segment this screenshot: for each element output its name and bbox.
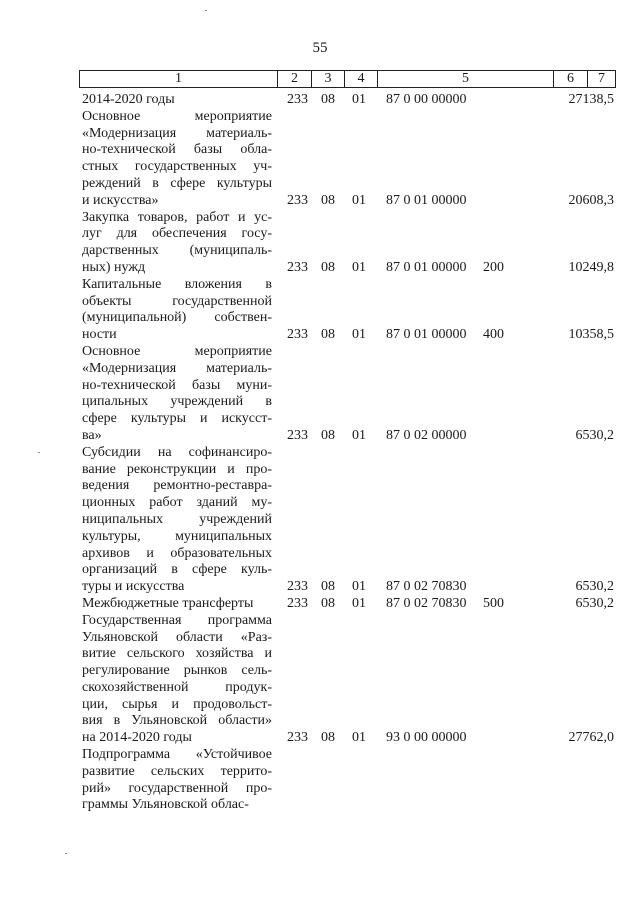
section-code: 08: [321, 259, 335, 275]
amount: 27138,5: [568, 92, 614, 107]
description-line: ва»: [82, 427, 102, 443]
amount: 20608,3: [568, 192, 614, 208]
subsection-code: 01: [352, 579, 366, 595]
scan-speck: [38, 452, 40, 453]
section-code: 08: [321, 192, 335, 208]
header-col-6: 6: [554, 71, 588, 87]
row-codes: [0, 730, 640, 747]
row-codes: [0, 428, 640, 445]
header-col-7: 7: [598, 71, 605, 86]
table-row: [0, 747, 640, 814]
description-line: организаций в сфере куль-: [82, 562, 272, 578]
header-col-3: 3: [312, 71, 345, 87]
amount: 10249,8: [568, 259, 614, 275]
description-line: Ульяновской области «Раз-: [82, 629, 272, 645]
description-line: Подпрограмма «Устойчивое: [82, 747, 272, 763]
admin-code: 233: [287, 192, 308, 208]
description-line: «Модернизация материаль-: [82, 125, 272, 141]
description-line: дарственных (муниципаль-: [82, 243, 272, 259]
description-line: на 2014-2020 годы: [82, 730, 192, 746]
row-codes: [0, 327, 640, 344]
target-article-code: 93 0 00 00000: [386, 730, 467, 746]
admin-code: 233: [287, 579, 308, 595]
admin-code: 233: [287, 730, 308, 746]
description-line: развитие сельских террито-: [82, 763, 272, 779]
table-row: [0, 613, 640, 747]
description-line: ции, сырья и продовольст-: [82, 696, 272, 712]
section-code: 08: [321, 92, 335, 107]
description-line: реждений в сфере культуры: [82, 175, 272, 191]
row-codes: [0, 193, 640, 210]
description-line: 2014-2020 годы: [82, 92, 175, 107]
table-row: [0, 210, 640, 277]
row-codes: [0, 579, 640, 596]
description-line: ных) нужд: [82, 259, 146, 275]
description-line: Государственная программа: [82, 612, 272, 628]
amount: 6530,2: [575, 579, 614, 595]
table-row: [0, 344, 640, 445]
subsection-code: 01: [352, 595, 366, 611]
admin-code: 233: [287, 595, 308, 611]
description-line: Основное мероприятие: [82, 108, 272, 124]
amount: 6530,2: [575, 427, 614, 443]
description-line: (муниципальной) собствен-: [82, 310, 272, 326]
amount: 6530,2: [575, 595, 614, 611]
header-col-4: 4: [345, 71, 378, 87]
target-article-code: 87 0 01 00000: [386, 327, 467, 343]
table-row: [0, 445, 640, 596]
description-line: луг для обеспечения госу-: [82, 226, 272, 242]
description-line: граммы Ульяновской облас-: [82, 797, 249, 813]
row-description: [82, 445, 272, 596]
description-line: стных государственных уч-: [82, 159, 272, 175]
subsection-code: 01: [352, 427, 366, 443]
target-article-code: 87 0 02 70830: [386, 579, 467, 595]
expense-type-code: 200: [483, 259, 504, 275]
description-line: туры и искусства: [82, 579, 185, 595]
description-line: ципальных учреждений в: [82, 394, 272, 410]
section-code: 08: [321, 579, 335, 595]
section-code: 08: [321, 427, 335, 443]
description-line: Межбюджетные трансферты: [82, 595, 254, 611]
description-line: ционных работ зданий му-: [82, 495, 272, 511]
amount: 27762,0: [568, 730, 614, 746]
section-code: 08: [321, 730, 335, 746]
row-description: [82, 613, 272, 747]
description-line: регулирование рынков сель-: [82, 663, 272, 679]
admin-code: 233: [287, 259, 308, 275]
section-code: 08: [321, 327, 335, 343]
table-header-row: [79, 70, 616, 88]
description-line: но-технической базы муни-: [82, 377, 272, 393]
table-row: [0, 277, 640, 344]
page-number: 55: [312, 40, 328, 56]
description-line: Основное мероприятие: [82, 343, 272, 359]
description-line: ведения ремонтно-реставра-: [82, 478, 272, 494]
header-col-1: 1: [80, 71, 278, 87]
description-line: ности: [82, 327, 117, 343]
table-body: [0, 92, 640, 814]
expense-type-code: 500: [483, 595, 504, 611]
description-line: Капитальные вложения в: [82, 276, 272, 292]
description-line: скохозяйственной продук-: [82, 679, 272, 695]
admin-code: 233: [287, 92, 308, 107]
subsection-code: 01: [352, 92, 366, 107]
subsection-code: 01: [352, 259, 366, 275]
header-col-2: 2: [278, 71, 312, 87]
description-line: Закупка товаров, работ и ус-: [82, 209, 272, 225]
target-article-code: 87 0 00 00000: [386, 92, 467, 107]
description-line: культуры, муниципальных: [82, 528, 272, 544]
description-line: сфере культуры и искусст-: [82, 411, 272, 427]
description-line: Субсидии на софинансиро-: [82, 444, 272, 460]
description-line: вание реконструкции и про-: [82, 461, 272, 477]
expense-type-code: 400: [483, 327, 504, 343]
table-row: [0, 109, 640, 210]
target-article-code: 87 0 01 00000: [386, 259, 467, 275]
description-line: вия в Ульяновской области»: [82, 713, 272, 729]
description-line: и искусства»: [82, 192, 159, 208]
table-row: [0, 596, 640, 613]
description-line: объекты государственной: [82, 293, 272, 309]
description-line: рий» государственной про-: [82, 780, 272, 796]
scan-speck: [205, 10, 207, 11]
table-row: [0, 92, 640, 109]
row-codes: [0, 797, 640, 814]
row-codes: [0, 92, 640, 109]
row-codes: [0, 260, 640, 277]
subsection-code: 01: [352, 192, 366, 208]
target-article-code: 87 0 02 70830: [386, 595, 467, 611]
description-line: архивов и образовательных: [82, 545, 272, 561]
admin-code: 233: [287, 327, 308, 343]
subsection-code: 01: [352, 327, 366, 343]
subsection-code: 01: [352, 730, 366, 746]
section-code: 08: [321, 595, 335, 611]
admin-code: 233: [287, 427, 308, 443]
amount: 10358,5: [568, 327, 614, 343]
target-article-code: 87 0 02 00000: [386, 427, 467, 443]
scan-speck: [65, 853, 67, 854]
header-col-5: 5: [378, 71, 554, 87]
description-line: «Модернизация материаль-: [82, 360, 272, 376]
description-line: но-технической базы обла-: [82, 142, 272, 158]
description-line: ниципальных учреждений: [82, 511, 272, 527]
target-article-code: 87 0 01 00000: [386, 192, 467, 208]
row-codes: [0, 596, 640, 613]
description-line: витие сельского хозяйства и: [82, 646, 272, 662]
